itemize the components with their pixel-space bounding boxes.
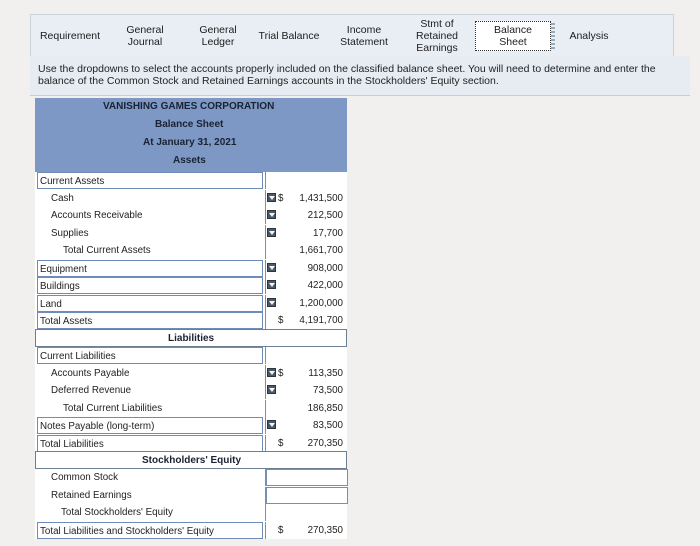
row-label[interactable]: Cash (51, 192, 74, 204)
instruction-text: Use the dropdowns to select the accounts properly included on the classified balance sheet. You will need to determine and enter the balance of the Common Stock and Retained Earnings accounts in the Stockholders' Equity section. (30, 56, 690, 96)
amount-cell (265, 242, 347, 259)
amount-value: 1,431,500 (299, 192, 343, 204)
row-notes-payable-long-term (35, 417, 347, 435)
row-current-liabilities (35, 347, 347, 365)
row-label: Current Assets (37, 172, 263, 189)
statement-header (35, 116, 347, 134)
row-accounts-receivable (35, 207, 347, 225)
amount-cell (265, 522, 347, 539)
row-label: Total Stockholders' Equity (61, 507, 173, 518)
amount-cell (265, 382, 347, 399)
currency-symbol: $ (278, 437, 284, 449)
amount-value: 212,500 (307, 210, 343, 221)
amount-cell (265, 172, 347, 189)
assets-title: Assets (173, 155, 206, 166)
row-total-stockholders-equity (35, 504, 347, 522)
dropdown-arrow-icon[interactable] (267, 210, 276, 219)
currency-symbol: $ (278, 192, 284, 204)
amount-cell (265, 365, 347, 382)
amount-value: 4,191,700 (299, 315, 343, 326)
amount-value: 422,000 (307, 280, 343, 291)
tab-stmt-retained-earnings[interactable]: Stmt of Retained Earnings (415, 18, 459, 54)
row-total-current-liabilities (35, 400, 347, 418)
row-label[interactable]: Land (37, 295, 263, 312)
amount-input[interactable] (266, 487, 348, 504)
amount-cell (265, 207, 347, 224)
tab-income-statement[interactable]: Income Statement (340, 24, 388, 48)
amount-value: 908,000 (307, 262, 343, 274)
row-label: Total Current Assets (63, 245, 151, 256)
amount-cell (265, 417, 347, 434)
currency-symbol: $ (278, 315, 284, 326)
row-label: Total Liabilities (37, 435, 263, 452)
tab-general-ledger[interactable]: General Ledger (199, 24, 237, 48)
amount-input[interactable] (266, 469, 348, 486)
row-label[interactable]: Equipment (37, 260, 263, 277)
currency-symbol: $ (278, 524, 284, 536)
row-total-assets (35, 312, 347, 330)
amount-value: 186,850 (307, 402, 343, 414)
statement-title: Balance Sheet (155, 119, 224, 130)
tab-requirement[interactable]: Requirement (39, 30, 101, 42)
row-label[interactable]: Accounts Payable (51, 367, 130, 379)
liabilities-title: Liabilities (168, 333, 215, 344)
row-label[interactable]: Notes Payable (long-term) (37, 417, 263, 434)
amount-value: 83,500 (313, 420, 343, 431)
amount-cell[interactable] (265, 469, 347, 486)
row-total-current-assets (35, 242, 347, 260)
amount-cell (265, 435, 347, 452)
row-label: Current Liabilities (37, 347, 263, 364)
row-label[interactable]: Buildings (37, 277, 263, 294)
row-total-liabilities-and-stockholders-equity (35, 522, 347, 540)
currency-symbol: $ (278, 367, 284, 379)
row-equipment (35, 260, 347, 278)
amount-cell[interactable] (265, 487, 347, 504)
row-label: Total Current Liabilities (63, 402, 163, 414)
equity-title: Stockholders' Equity (142, 455, 242, 466)
company-header (35, 98, 347, 116)
row-label: Total Assets (37, 312, 263, 329)
tab-balance-sheet[interactable]: Balance Sheet (475, 15, 551, 57)
row-cash (35, 190, 347, 208)
amount-cell (265, 190, 347, 207)
row-buildings (35, 277, 347, 295)
row-supplies (35, 225, 347, 243)
amount-cell (265, 225, 347, 242)
dropdown-arrow-icon[interactable] (267, 228, 276, 237)
liabilities-header (35, 329, 347, 347)
amount-value: 270,350 (307, 524, 343, 536)
equity-header (35, 451, 347, 469)
amount-cell (265, 295, 347, 312)
dropdown-arrow-icon[interactable] (267, 298, 276, 307)
row-current-assets (35, 172, 347, 190)
amount-value: 1,661,700 (299, 245, 343, 256)
amount-value: 1,200,000 (299, 297, 343, 309)
row-label: Total Liabilities and Stockholders' Equity (37, 522, 263, 539)
company-name: VANISHING GAMES CORPORATION (103, 101, 275, 112)
dropdown-arrow-icon[interactable] (267, 420, 276, 429)
dropdown-arrow-icon[interactable] (267, 263, 276, 272)
row-common-stock (35, 469, 347, 487)
row-label[interactable]: Accounts Receivable (51, 210, 143, 221)
row-land (35, 295, 347, 313)
dropdown-arrow-icon[interactable] (267, 385, 276, 394)
amount-value: 270,350 (307, 437, 343, 449)
tab-general-journal[interactable]: General Journal (126, 24, 164, 48)
amount-value: 113,350 (308, 367, 343, 379)
row-label[interactable]: Common Stock (51, 472, 118, 483)
row-retained-earnings (35, 487, 347, 505)
amount-cell (265, 277, 347, 294)
date-header (35, 134, 347, 152)
dropdown-arrow-icon[interactable] (267, 368, 276, 377)
row-label[interactable]: Supplies (51, 227, 89, 239)
row-label[interactable]: Retained Earnings (51, 489, 132, 501)
assets-header (35, 152, 347, 172)
tab-bar (30, 14, 674, 58)
statement-date: At January 31, 2021 (143, 137, 237, 148)
tab-trial-balance[interactable]: Trial Balance (258, 30, 320, 42)
tab-analysis[interactable]: Analysis (569, 30, 609, 42)
amount-cell (265, 312, 347, 329)
row-total-liabilities (35, 435, 347, 453)
amount-cell (265, 504, 347, 521)
dropdown-arrow-icon[interactable] (267, 280, 276, 289)
row-deferred-revenue (35, 382, 347, 400)
amount-cell (265, 400, 347, 417)
amount-cell (265, 347, 347, 364)
amount-cell (265, 260, 347, 277)
amount-value: 17,700 (313, 227, 343, 239)
amount-value: 73,500 (313, 385, 343, 396)
dropdown-arrow-icon[interactable] (267, 193, 276, 202)
row-accounts-payable (35, 365, 347, 383)
row-label[interactable]: Deferred Revenue (51, 385, 132, 396)
